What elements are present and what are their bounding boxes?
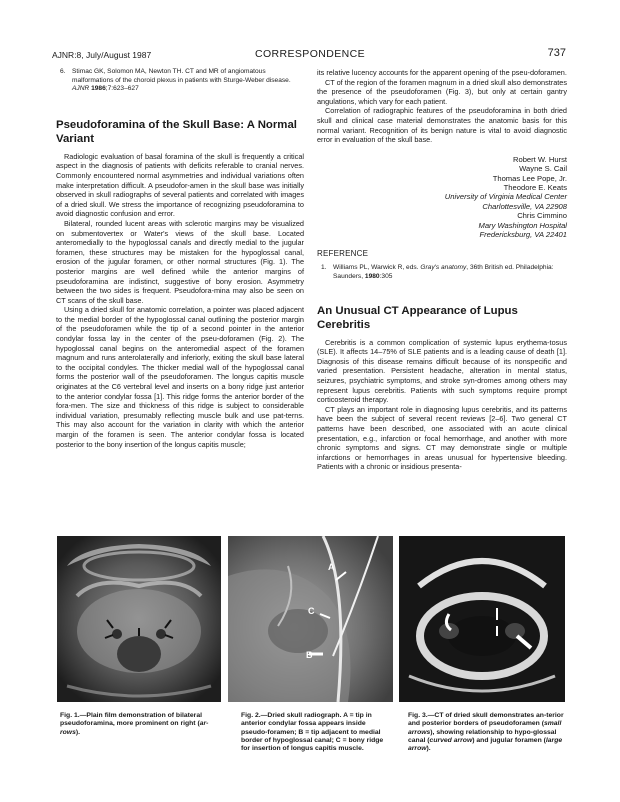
article-body-2 (317, 338, 567, 472)
article-title-2: An Unusual CT Appearance of Lupus Cerebritis (317, 304, 518, 331)
figure-1-radiograph (57, 536, 221, 702)
figure-1-image (57, 536, 221, 702)
article-body-continued (317, 68, 567, 145)
paragraph: its relative lucency accounts for the apparent opening of the pseu-doforamen. (317, 68, 567, 77)
article-title: Pseudoforamina of the Skull Base: A Normal Variant (56, 118, 297, 145)
figure-2-label-c: C (308, 606, 315, 616)
running-header-journal: AJNR:8, July/August 1987 (52, 50, 152, 60)
figure-3-image (399, 536, 565, 702)
figure-2-image (228, 536, 393, 702)
figure-2-radiograph (228, 536, 393, 702)
figure-2-label-a: A (328, 562, 335, 572)
paragraph: Correlation of radiographic features of the pseudoforamina in both dried skull and clinical case material demonstrates the anatomic basis for this normal variant. Recognition of its benign nature is vital to avoid diagnostic error in evaluation of the skull base. (317, 106, 567, 145)
reference-heading: REFERENCE (317, 249, 369, 259)
page-number: 737 (547, 47, 566, 59)
paragraph: Radiologic evaluation of basal foramina of the skull is frequently a critical aspect in the diagnosis of patients with deficits referable to cranial nerves. Commonly encountered normal asymmetries and individual variations often make interpretation difficult. A pseudofor-amen in the skull base was initially observed in skull radiographs of several patients and correlated with images of a dried skull. We stress the importance of recognizing pseudoforamina to avoid diagnostic confusion and error. (56, 151, 304, 219)
running-header-section: CORRESPONDENCE (254, 48, 366, 60)
paragraph: Bilateral, rounded lucent areas with sclerotic margins may be visualized on submentovertex or Water's views of the skull base. Located anteromedially to the hypoglossal canals and directly medial to the jugular foramen, these structures may be mistaken for the hypoglossal canal, erosion of the jugular foramen, or other normal structures (Fig. 1). The posterior margins are well defined while the anterior margins of pseudoforamina are indistinct, suggestive of bony erosion. Asymmetry between the two sides is frequent. Pseudofora-mina may also be seen on CT scans of the skull base. (56, 218, 304, 305)
figure-3-caption: Fig. 3.—CT of dried skull demonstrates an-terior and posterior borders of pseudoforamen (small arrows), showing relationship to hypo-glossal canal (curved arrow) and jugular foramen (large arrow). (408, 712, 564, 753)
reference-item: 1. Williams PL, Warwick R, eds. Gray's anatomy, 36th British ed. Philadelphia: Saunders, 1980:305 (321, 264, 554, 280)
reference-item: 6. Stimac GK, Solomon MA, Newton TH. CT and MR of angiomatous malformations of the choroid plexus in patients with Sturge-Weber disease. AJNR 1986;7:623–627 (60, 68, 291, 93)
author-signature: Robert W. Hurst Wayne S. Cail Thomas Lee Pope, Jr. Theodore E. Keats University of Virginia Medical Center Charlottesville, VA 22908 Chris Cimmino Mary Washington Hospital Fredericksburg, VA 22401 (444, 154, 567, 239)
article-body (56, 152, 304, 449)
paragraph: CT plays an important role in diagnosing lupus cerebritis, and its patterns have been the subject of several recent reviews [2–6]. Two general CT patterns have been described, one associated with an acute clinical presentation, e.g., infarction or focal hemorrhage, and another with more chronic symptoms and signs. CT may demonstrate single or multiple infarctions or hemorrhages in areas unusual for hypertensive bleeding. Patients with a chronic or insidious presenta- (317, 404, 567, 472)
paragraph: CT of the region of the foramen magnum in a dried skull also demonstrates the presence of the pseudoforamen (Fig. 3), but only at certain gantry angulations, which vary for each patient. (317, 77, 568, 106)
figure-2-label-b: B (306, 650, 313, 660)
figure-1-caption: Fig. 1.—Plain film demonstration of bilateral pseudoforamina, more prominent on right (ar-rows). (60, 712, 209, 736)
figure-3-ct-scan (399, 536, 565, 702)
right-column (317, 68, 567, 472)
paragraph: Cerebritis is a common complication of systemic lupus erythema-tosus (SLE). It affects 14–75% of SLE patients and is a leading cause of death [1]. Diagnosis of this disease remains difficult because of its nonspecific and varied presentation. Persistent headache, alteration in mental status, seizures, psychiatric symptoms, and stroke syn-dromes among others may represent lupus cerebritis. Patients with such symptoms require prompt corticosteroid therapy. (317, 337, 567, 405)
paragraph: Using a dried skull for anatomic correlation, a pointer was placed adjacent to the medial border of the hypoglossal canal outlining the posterior margin of the pseudoforamen while the tip of a second pointer in the anterior condylar fossa lay in the center of the pseu-doforamen (Fig. 2). The hypoglossal canal begins on the anteromedial aspect of the foramen magnum and runs anterolaterally and inferiorly, exiting the skull base lateral to the occipital condyles. The thicker medial wall of the hypoglossal canal forms the posterior wall of the pseudoforamen. The longus capitis muscle originates at the C6 vertebral level and inserts on a bony ridge just anterior to the anterior condylar fossa [1]. This ridge forms the anterior border of the fora-men. The size and thickness of this ridge is subject to considerable individual variation, presumably reflecting muscle bulk and use pat-terns. This may also account for the variation in clarity with which the anterior margin of the foramen is seen. The anterior condylar fossa is located posterior to the bony insertion of the longus capitis muscle; (56, 305, 304, 449)
left-column (56, 68, 304, 449)
figure-2-caption: Fig. 2.—Dried skull radiograph. A = tip in anterior condylar fossa appears inside pseudo-foramen; B = tip adjacent to medial border of hypoglossal canal; C = bony ridge for insertion of longus capitis muscle. (241, 712, 384, 753)
